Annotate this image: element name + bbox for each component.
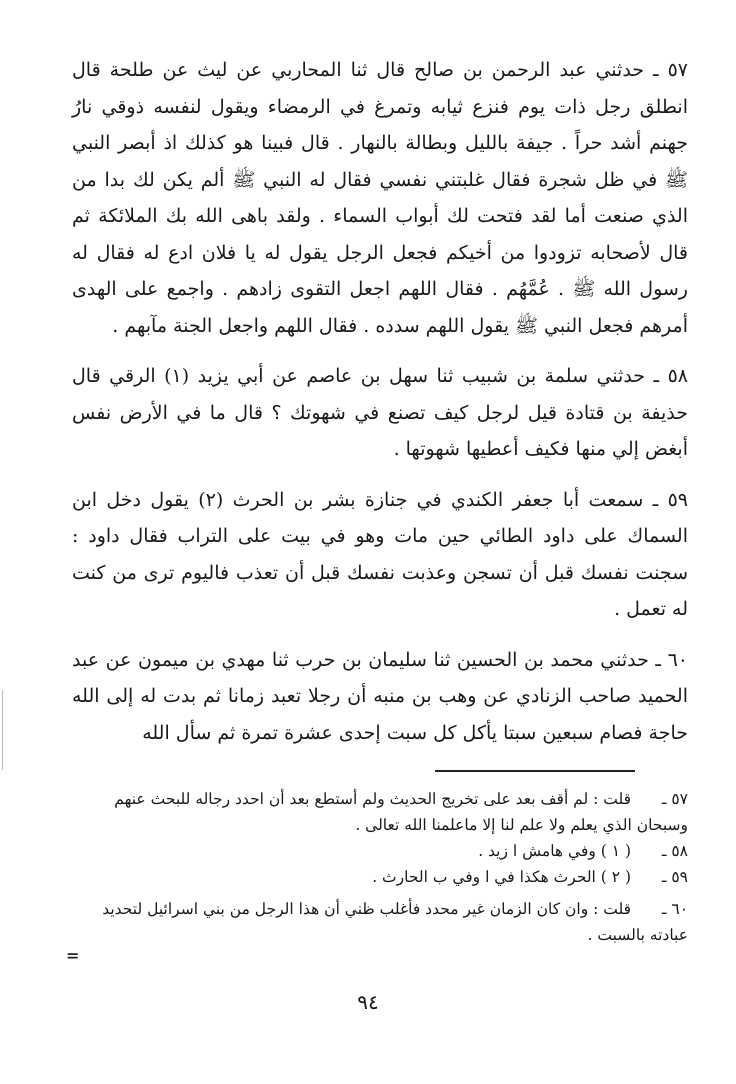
paragraph-58: ٥٨ ـ حدثني سلمة بن شبيب ثنا سهل بن عاصم عن أبي يزيد (١) الرقي قال حذيفة بن قتادة قيل لرجل كيف تصنع في شهوتك ؟ قال ما في الأرض نفس أبغض إلي منها فكيف أعطيها شهوتها . bbox=[72, 365, 689, 460]
footnote-60-continued bbox=[72, 922, 688, 948]
footnote-58 bbox=[72, 838, 688, 864]
page-number: ٩٤ bbox=[357, 990, 379, 1014]
footnotes bbox=[72, 786, 688, 948]
paragraph-57: ٥٧ ـ حدثني عبد الرحمن بن صالح قال ثنا المحاربي عن ليث عن طلحة قال انطلق رجل ذات يوم فنزع ثيابه وتمرغ في الرمضاء ويقول لنفسه ذوقي نارُ جهنم أشد حراً . جيفة بالليل وبطالة بالنهار . قال فبينا هو كذلك اذ أبصر النبي ﷺ في ظل شجرة فقال غلبتني نفسي فقال له النبي ﷺ ألم يكن لك بدا من الذي صنعت أما لقد فتحت لك أبواب السماء . ولقد باهى الله بك الملائكة ثم قال لأصحابه تزودوا من أخيكم فجعل الرجل يقول له يا فلان ادع له فقال له رسول الله ﷺ . عُمَّهُم . فقال اللهم اجعل التقوى زادهم . واجمع على الهدى أمرهم فجعل النبي ﷺ يقول اللهم سدده . فقال اللهم واجعل الجنة مآبهم . bbox=[72, 59, 688, 337]
footnote-number: ٥٩ ـ bbox=[661, 868, 688, 886]
footnote-text: ( ١ ) وفي هامش ا زيد . bbox=[478, 842, 632, 860]
footnote-60 bbox=[72, 896, 688, 922]
footnote-divider bbox=[435, 770, 635, 772]
footnote-text: قلت : وان كان الزمان غير محدد فأغلب ظني أن هذا الرجل من بني اسرائيل لتحديد bbox=[102, 900, 632, 918]
footnote-number: ٦٠ ـ bbox=[661, 900, 688, 918]
footnote-number: ٥٧ ـ bbox=[661, 790, 688, 808]
footnote-text: قلت : لم أقف بعد على تخريج الحديث ولم أستطع بعد أن احدد رجاله للبحث عنهم bbox=[114, 790, 632, 808]
footnote-number: ٥٨ ـ bbox=[661, 842, 688, 860]
footnote-text: عبادته بالسبت . bbox=[587, 926, 688, 944]
footnote-text: ( ٢ ) الحرث هكذا في ا وفي ب الحارث . bbox=[372, 868, 632, 886]
scan-edge-line bbox=[2, 690, 3, 770]
footnote-text: وسبحان الذي يعلم ولا علم لنا إلا ماعلمنا الله تعالى . bbox=[355, 816, 688, 834]
footnote-57-continued bbox=[72, 812, 688, 838]
footnote-59 bbox=[72, 864, 688, 890]
paragraph-60: ٦٠ ـ حدثني محمد بن الحسين ثنا سليمان بن حرب ثنا مهدي بن ميمون عن عبد الحميد صاحب الزنادي عن وهب بن منبه أن رجلا تعبد زمانا ثم بدت له إلى الله حاجة فصام سبعين سبتا يأكل كل سبت إحدى عشرة تمرة ثم سأل الله bbox=[72, 648, 688, 744]
paragraph-59: ٥٩ ـ سمعت أبا جعفر الكندي في جنازة بشر بن الحرث (٢) يقول دخل ابن السماك على داود الطائي حين مات وهو في بيت على التراب فقال داود : سجنت نفسك قبل أن تسجن وعذبت نفسك قبل أن تعذب فاليوم ترى من كنت له تعمل . bbox=[72, 488, 688, 620]
footnote-57 bbox=[72, 786, 688, 812]
margin-mark: = bbox=[66, 946, 80, 965]
main-text bbox=[72, 52, 688, 765]
